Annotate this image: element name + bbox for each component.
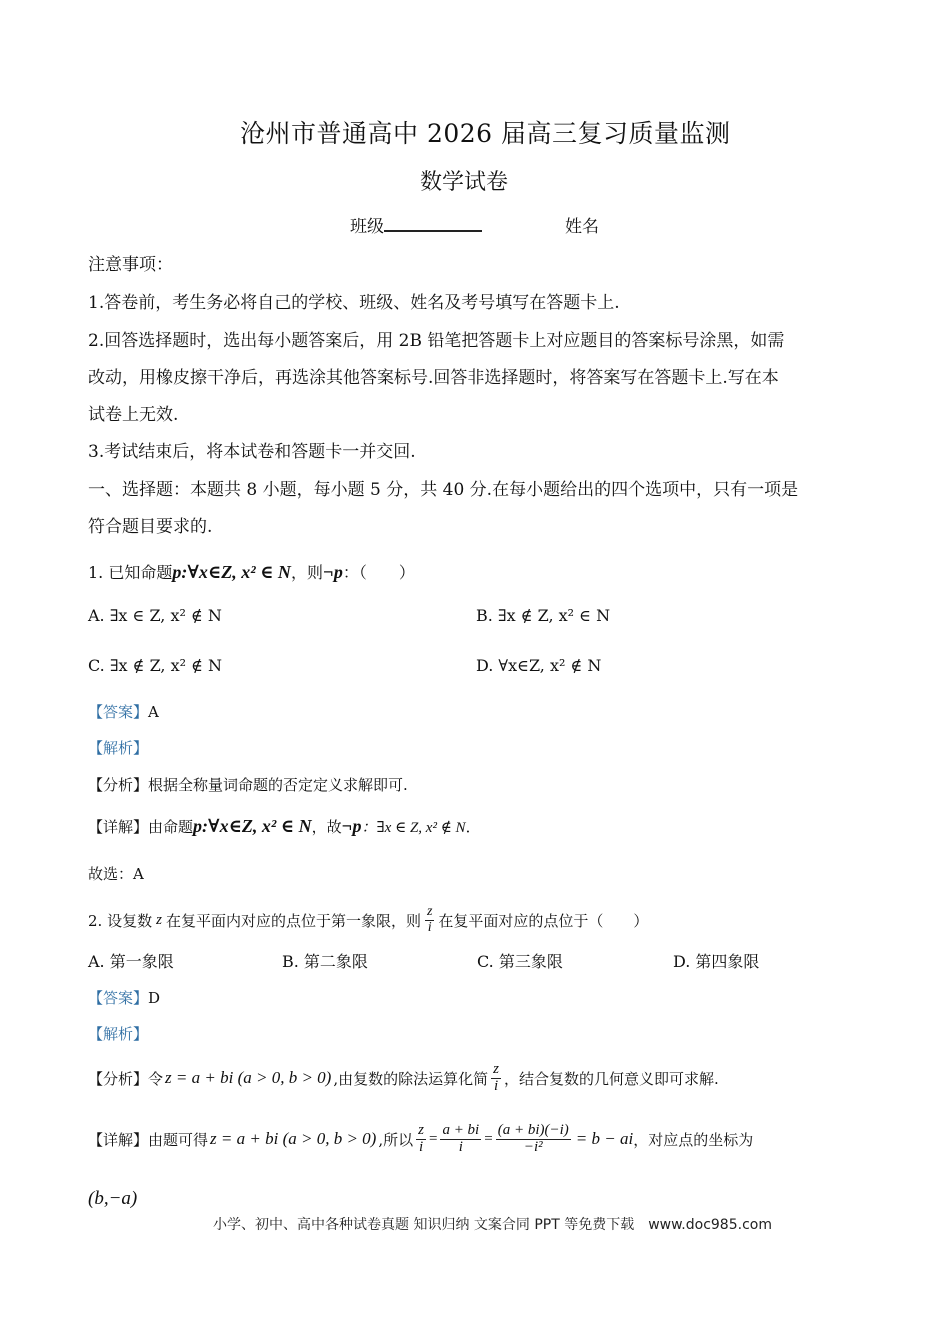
q1-xiangjie-negation: ¬p [341, 816, 362, 836]
q1-negation: ¬p [322, 562, 343, 582]
page-title: 沧州市普通高中 2026 届高三复习质量监测 [240, 119, 731, 148]
q2-eq-fraction-3-denominator: −i² [523, 1138, 543, 1155]
q1-stem [88, 560, 415, 583]
q1-option-c: C. ∃x ∉ Z, x² ∉ N [88, 656, 223, 675]
class-field [350, 212, 482, 237]
q1-xiangjie-proposition: p:∀x∈Z, x² ∈ N [193, 816, 312, 836]
q1-xiangjie [88, 816, 481, 837]
note-item-2-line-1: 2.回答选择题时，选出每小题答案后，用 2B 铅笔把答题卡上对应题目的答案标号涂黑，如需 [88, 331, 785, 351]
q2-equals-sign-2: = [484, 1130, 493, 1147]
q2-option-a: A. 第一象限 [88, 952, 174, 971]
q2-xiangjie-mid: ,所以 [378, 1130, 414, 1149]
q2-variable-z: z [156, 911, 162, 928]
q2-stem-mid: 在复平面内对应的点位于第一象限，则 [165, 911, 421, 930]
q2-fenxi-fraction-denominator: i [493, 1077, 499, 1094]
q1-answer-tag: 【答案】 [88, 703, 149, 721]
q1-fenxi-text: 根据全称量词命题的否定定义求解即可. [148, 776, 408, 794]
q2-fenxi-z-definition: z = a + bi (a > 0, b > 0) [165, 1068, 332, 1087]
q1-stem-prefix: 1. 已知命题 [88, 563, 173, 582]
q2-eq-fraction-2-numerator: a + bi [442, 1121, 480, 1138]
q2-option-b: B. 第二象限 [282, 952, 368, 971]
q2-equals-sign-1: = [428, 1130, 438, 1147]
q2-eq-fraction-3 [496, 1123, 571, 1156]
q2-eq-fraction-2-denominator: i [458, 1138, 463, 1155]
q2-xiangjie-suffix: ，对应点的坐标为 [633, 1130, 754, 1149]
footer-text: 小学、初中、高中各种试卷真题 知识归纳 文案合同 PPT 等免费下载 www.doc985.com [213, 1217, 772, 1233]
q1-fenxi-tag: 【分析】 [88, 776, 149, 794]
q2-stem-suffix: 在复平面对应的点位于（ ） [438, 911, 649, 930]
q1-fenxi [88, 774, 408, 795]
q1-xiangjie-negated-proposition: ：∃x ∈ Z, x² ∉ N [361, 820, 466, 836]
q2-fenxi-mid: ,由复数的除法运算化简 [333, 1069, 489, 1088]
q1-stem-suffix: ：（ ） [342, 563, 415, 582]
q2-xiangjie [88, 1114, 753, 1164]
q2-option-c: C. 第三象限 [477, 952, 563, 971]
q2-answer [88, 987, 160, 1008]
q1-xiangjie-tag: 【详解】 [88, 818, 149, 836]
note-item-3: 3.考试结束后，将本试卷和答题卡一并交回. [88, 442, 416, 462]
q1-proposition: p:∀x∈Z, x² ∈ N [172, 562, 291, 582]
q2-answer-tag: 【答案】 [88, 989, 149, 1007]
note-item-2-line-2: 改动，用橡皮擦干净后，再选涂其他答案标号.回答非选择题时，将答案写在答题卡上.写在本 [88, 368, 779, 388]
q1-option-b: B. ∃x ∉ Z, x² ∈ N [476, 606, 611, 625]
q2-fenxi-tag: 【分析】 [88, 1069, 149, 1088]
q1-answer [88, 701, 159, 722]
q2-coordinate: (b,−a) [88, 1188, 138, 1209]
q2-eq-result: = b − ai [575, 1129, 634, 1148]
q2-eq-fraction-1 [416, 1123, 426, 1156]
q2-fenxi [88, 1058, 719, 1098]
q2-eq-fraction-3-numerator: (a + bi)(−i) [497, 1121, 569, 1138]
q2-fenxi-fraction-numerator: z [493, 1060, 499, 1077]
q2-fraction-denominator: i [427, 919, 432, 935]
q2-answer-value: D [148, 989, 161, 1007]
section-heading-line-1: 一、选择题：本题共 8 小题，每小题 5 分，共 40 分.在每小题给出的四个选项中，只有一项是 [88, 480, 799, 500]
q2-xiangjie-tag: 【详解】 [88, 1130, 149, 1149]
name-label: 姓名 [565, 217, 599, 237]
q1-xiangjie-end: ． [465, 818, 481, 836]
notes-heading: 注意事项： [88, 255, 173, 275]
q2-stem-prefix: 2. 设复数 [88, 911, 153, 930]
q2-eq-fraction-1-denominator: i [418, 1138, 424, 1155]
q2-xiangjie-prefix: 由题可得 [148, 1130, 209, 1149]
q2-fraction-numerator: z [426, 903, 433, 919]
q1-choose: 故选：A [88, 865, 144, 883]
q2-fraction-z-over-i [425, 905, 434, 935]
q1-option-a: A. ∃x ∈ Z, x² ∉ N [88, 606, 222, 625]
q2-eq-fraction-1-numerator: z [418, 1121, 424, 1138]
q2-stem [88, 900, 648, 940]
q1-analysis-tag: 【解析】 [88, 739, 149, 757]
page-subtitle: 数学试卷 [420, 170, 509, 195]
class-blank-line [384, 214, 482, 232]
section-heading-line-2: 符合题目要求的. [88, 517, 213, 537]
q2-option-d: D. 第四象限 [673, 952, 760, 971]
q1-xiangjie-mid: ，故 [311, 818, 342, 836]
q2-fenxi-suffix: ，结合复数的几何意义即可求解. [503, 1069, 719, 1088]
class-label: 班级 [350, 217, 384, 237]
q2-analysis-tag: 【解析】 [88, 1025, 149, 1043]
q2-eq-fraction-2 [440, 1123, 481, 1156]
q1-xiangjie-prefix: 由命题 [148, 818, 194, 836]
q1-answer-value: A [148, 703, 159, 721]
note-item-2-line-3: 试卷上无效. [88, 405, 179, 425]
note-item-1: 1.答卷前，考生务必将自己的学校、班级、姓名及考号填写在答题卡上. [88, 293, 620, 313]
q1-option-d: D. ∀x∈Z, x² ∉ N [476, 656, 602, 675]
q2-fenxi-prefix: 令 [148, 1069, 164, 1088]
q1-stem-mid: ，则 [290, 563, 323, 582]
q2-xiangjie-z-definition: z = a + bi (a > 0, b > 0) [210, 1129, 377, 1148]
q2-fenxi-fraction [491, 1062, 501, 1095]
